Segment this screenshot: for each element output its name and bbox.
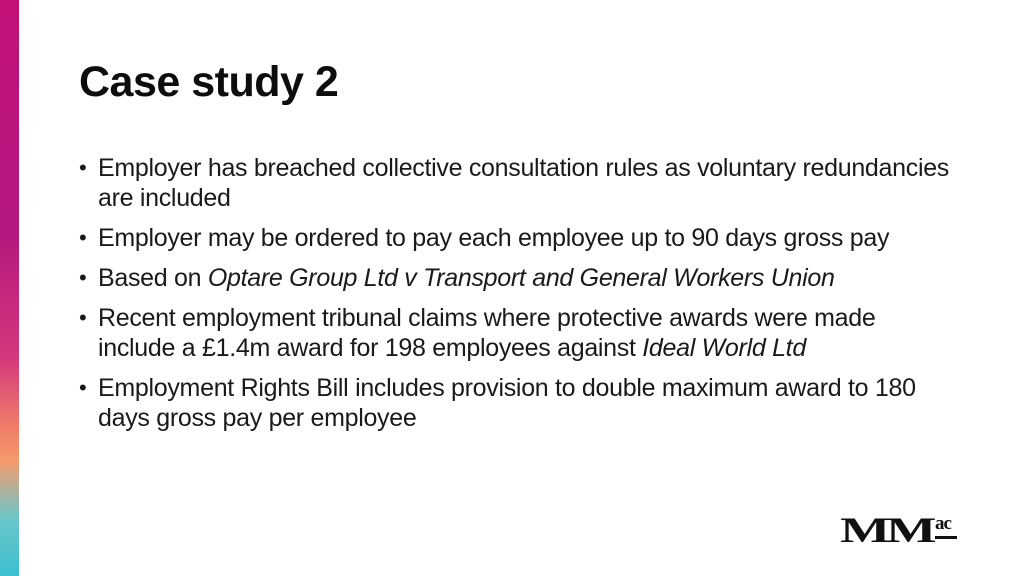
logo-superscript: ac [935,513,951,534]
slide-title: Case study 2 [79,58,339,106]
bullet-text: Based on [98,264,208,292]
bullet-text: Employer has breached collective consultation rules as voluntary redundancies are included [98,154,949,212]
accent-bar [0,0,19,576]
bullet-item-3 [79,263,959,293]
case-citation: Optare Group Ltd v Transport and General Workers Union [207,264,835,292]
bullet-item-5 [79,373,959,433]
bullet-text: Recent employment tribunal claims where protective awards were made include a £1.4m award for 198 employees against [98,304,876,362]
bullet-list [79,153,959,443]
bullet-item-1 [79,153,959,213]
company-name: Ideal World Ltd [642,334,806,362]
logo-text: MM [840,512,935,546]
bullet-text: Employment Rights Bill includes provision to double maximum award to 180 days gross pay per employee [98,374,916,432]
logo-underline [935,536,957,539]
bullet-text: Employer may be ordered to pay each employee up to 90 days gross pay [98,224,890,252]
mmac-logo-icon [840,512,960,546]
bullet-item-4 [79,303,959,363]
bullet-item-2 [79,223,959,253]
